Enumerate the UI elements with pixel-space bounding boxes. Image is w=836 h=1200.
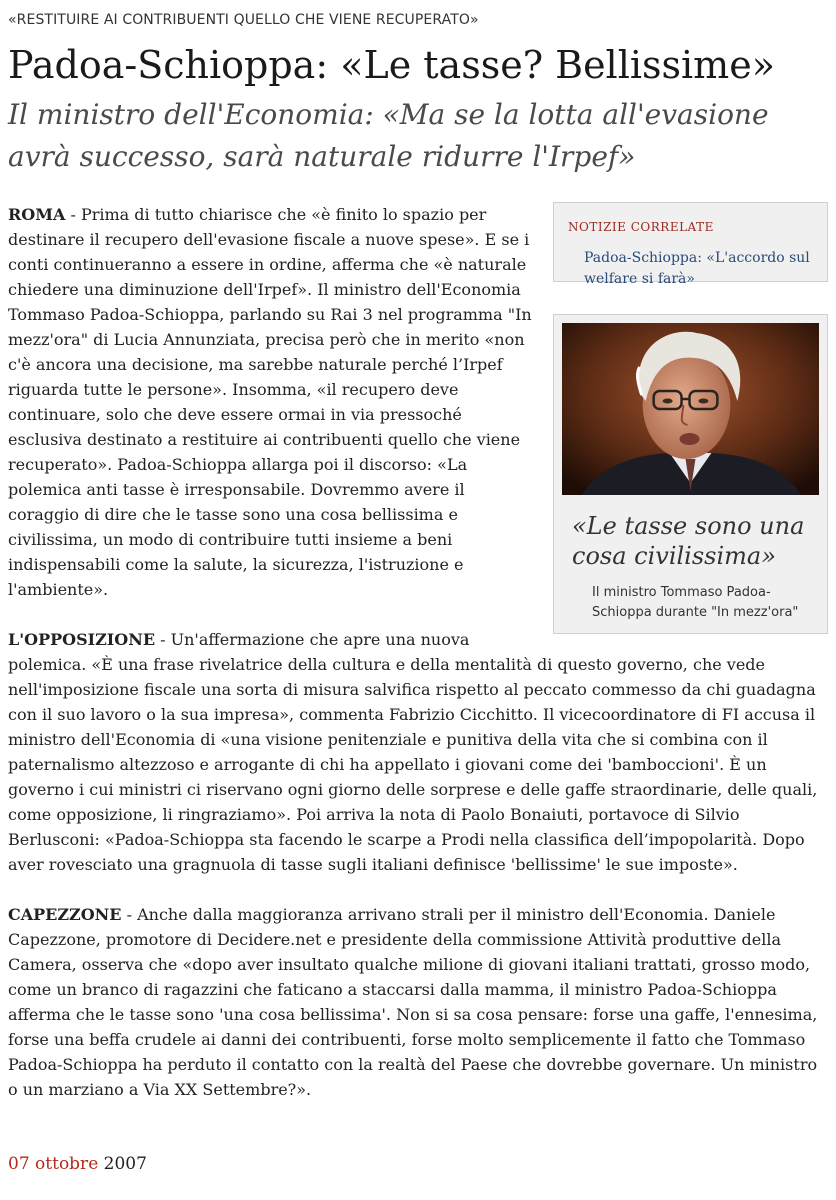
paragraph-text: - Un'affermazione che apre una nuova polemica. «È una frase rivelatrice della cultura e della mentalità di questo governo, che vede nell'imposizione fiscale una sorta di misura salvifica rispetto al peccato commesso da chi guadagna con il suo lavoro o la sua impresa», commenta Fabrizio Cicchitto. Il vicecoordinatore di FI accusa il ministro dell'Economia di «una visione penitenziale e punitiva della vita che si combina con il paternalismo altezzoso e arrogante di chi ha appellato i giovani come dei 'bamboccioni'. È un governo i cui ministri ci riservano ogni giorno delle sorprese e delle gaffe straordinarie, delle quali, come opposizione, li ringraziamo». Poi arriva la nota di Paolo Bonaiuti, portavoce di Silvio Berlusconi: «Padoa-Schioppa sta facendo le scarpe a Prodi nella classifica dell’impopolarità. Dopo aver rovesciato una gragnuola di tasse sugli italiani definisce 'bellissime' le sue imposte». <box>8 630 818 874</box>
article-date <box>8 1154 147 1174</box>
article-title: Padoa-Schioppa: «Le tasse? Bellissime» <box>8 43 775 87</box>
related-news-heading: NOTIZIE CORRELATE <box>568 220 714 234</box>
photo-box <box>553 314 828 634</box>
photo-quote: «Le tasse sono una cosa civilissima» <box>572 512 805 570</box>
paragraph-lead: ROMA <box>8 205 66 224</box>
date-day: 07 <box>8 1154 30 1174</box>
paragraph-opposizione <box>8 627 828 877</box>
paragraph-text: - Prima di tutto chiarisce che «è finito lo spazio per destinare il recupero dell'evasione fiscale a nuove spese». E se i conti continueranno a essere in ordine, afferma che «è naturale chiedere una diminuzione dell'Irpef». Il ministro dell'Economia Tommaso Padoa-Schioppa, parlando su Rai 3 nel programma "In mezz'ora" di Lucia Annunziata, precisa però che in merito «non c'è ancora una decisione, ma sarebbe naturale perché l’Irpef riguarda tutte le persone». Insomma, «il recupero deve continuare, solo che deve essere ormai in via pressoché esclusiva destinato a restituire ai contribuenti quello che viene recuperato». Padoa-Schioppa allarga poi il discorso: «La polemica anti tasse è irresponsabile. Dovremmo avere il coraggio di dire che le tasse sono una cosa bellissima e civilissima, un modo di contribuire tutti insieme a beni indispensabili come la salute, la sicurezza, l'istruzione e l'ambiente». <box>8 205 532 599</box>
article-kicker: «RESTITUIRE AI CONTRIBUENTI QUELLO CHE VIENE RECUPERATO» <box>8 12 479 28</box>
paragraph-lead: CAPEZZONE <box>8 905 122 924</box>
date-month: ottobre <box>35 1154 99 1174</box>
article-body <box>8 202 828 1127</box>
minister-photo <box>562 323 819 495</box>
date-year: 2007 <box>103 1154 147 1174</box>
paragraph-capezzone <box>8 902 828 1102</box>
article-page <box>8 0 828 1200</box>
photo-caption: Il ministro Tommaso Padoa-Schioppa durante "In mezz'ora" <box>592 585 799 620</box>
article-subtitle: Il ministro dell'Economia: «Ma se la lotta all'evasione avrà successo, sarà naturale ridurre l'Irpef» <box>8 98 769 173</box>
related-news-box <box>553 202 828 287</box>
related-news-link[interactable]: Padoa-Schioppa: «L'accordo sul welfare si farà» <box>584 250 810 287</box>
sidebar <box>553 202 828 634</box>
paragraph-lead: L'OPPOSIZIONE <box>8 630 156 649</box>
paragraph-text: - Anche dalla maggioranza arrivano strali per il ministro dell'Economia. Daniele Capezzone, promotore di Decidere.net e presidente della commissione Attività produttive della Camera, osserva che «dopo aver insultato qualche milione di giovani italiani trattati, grosso modo, come un branco di ragazzini che faticano a staccarsi dalla mamma, il ministro Padoa-Schioppa afferma che le tasse sono 'una cosa bellissima'. Non si sa cosa pensare: forse una gaffe, l'ennesima, forse una beffa crudele ai danni dei contribuenti, forse molto semplicemente il fatto che Tommaso Padoa-Schioppa ha perduto il contatto con la realtà del Paese che dovrebbe governare. Un ministro o un marziano a Via XX Settembre?». <box>8 905 818 1099</box>
